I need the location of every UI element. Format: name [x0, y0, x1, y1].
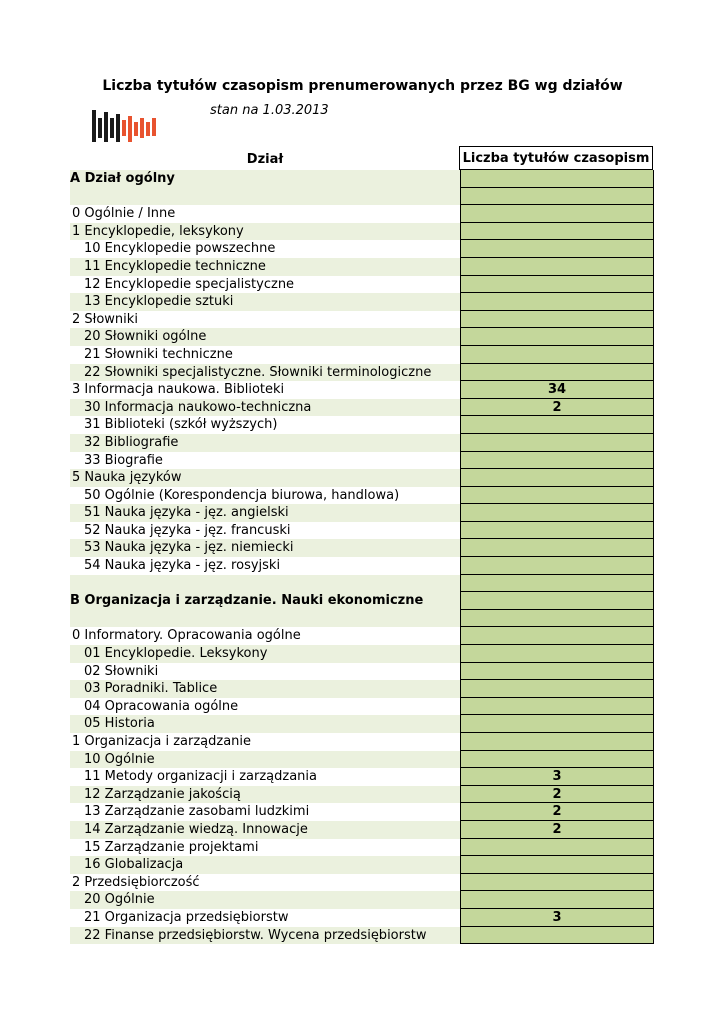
row-count-cell	[460, 927, 654, 945]
table-row	[70, 416, 654, 434]
row-label: 11 Encyklopedie techniczne	[70, 258, 460, 276]
row-label: 0 Ogólnie / Inne	[72, 206, 176, 222]
row-count-cell	[460, 715, 654, 733]
row-count-cell	[460, 557, 654, 575]
row-label: A Dział ogólny	[70, 170, 460, 188]
row-count-cell	[460, 522, 654, 540]
journal-table	[70, 170, 654, 944]
row-count-cell	[460, 874, 654, 892]
table-row	[70, 223, 654, 241]
row-label: 54 Nauka języka - jęz. rosyjski	[84, 558, 281, 574]
row-label: 04 Opracowania ogólne	[84, 698, 239, 714]
row-label: 03 Poradniki. Tablice	[70, 680, 460, 698]
row-label: 1 Organizacja i zarządzanie	[72, 734, 252, 749]
table-row	[70, 170, 654, 188]
table-row	[70, 627, 654, 645]
row-count-cell	[460, 663, 654, 681]
row-count-cell: 2	[460, 399, 654, 417]
row-label: 12 Encyklopedie specjalistyczne	[84, 276, 295, 292]
row-count-cell	[460, 258, 654, 276]
table-row	[70, 258, 654, 276]
row-count-cell	[460, 856, 654, 874]
row-label: 20 Słowniki ogólne	[70, 328, 460, 346]
row-label: 53 Nauka języka - jęz. niemiecki	[70, 539, 460, 557]
row-count-cell	[460, 839, 654, 857]
table-row	[70, 839, 654, 857]
table-row	[70, 205, 654, 223]
table-row	[70, 188, 654, 206]
row-label: 2 Przedsiębiorczość	[72, 874, 200, 890]
table-row	[70, 557, 654, 575]
row-count-cell: 3	[460, 768, 654, 786]
table-row	[70, 751, 654, 769]
row-label: 15 Zarządzanie projektami	[84, 839, 259, 855]
table-row	[70, 575, 654, 593]
table-row	[70, 328, 654, 346]
table-row	[70, 891, 654, 909]
status-date: stan na 1.03.2013	[210, 103, 329, 118]
row-label: 22 Słowniki specjalistyczne. Słowniki terminologiczne	[70, 364, 460, 382]
row-count-cell	[460, 733, 654, 751]
row-count-cell: 34	[460, 381, 654, 399]
row-label: 5 Nauka języków	[70, 469, 460, 487]
row-label: 02 Słowniki	[84, 663, 159, 679]
row-label: 1 Encyklopedie, leksykony	[70, 223, 460, 241]
table-row	[70, 522, 654, 540]
page-title: Liczba tytułów czasopism prenumerowanych przez BG wg działów	[102, 78, 623, 94]
row-label: B Organizacja i zarządzanie. Nauki ekonomiczne	[70, 592, 460, 610]
row-count-cell	[460, 698, 654, 716]
table-row	[70, 293, 654, 311]
row-label	[70, 575, 460, 593]
table-row	[70, 645, 654, 663]
row-count-cell: 2	[460, 821, 654, 839]
row-count-cell	[460, 240, 654, 258]
row-count-cell	[460, 592, 654, 610]
row-label: 10 Encyklopedie powszechne	[84, 241, 276, 257]
table-row	[70, 276, 654, 294]
table-row	[70, 733, 654, 751]
table-row	[70, 539, 654, 557]
row-count-cell	[460, 434, 654, 452]
row-count-cell	[460, 276, 654, 294]
table-row	[70, 821, 654, 839]
row-label: 21 Słowniki techniczne	[84, 346, 233, 362]
row-label: 20 Ogólnie	[70, 891, 460, 909]
table-row	[70, 240, 654, 258]
row-count-cell	[460, 364, 654, 382]
table-row	[70, 909, 654, 927]
row-label: 16 Globalizacja	[70, 856, 460, 874]
table-row	[70, 803, 654, 821]
row-label: 13 Encyklopedie sztuki	[70, 293, 460, 311]
table-row	[70, 311, 654, 329]
row-label	[70, 610, 460, 628]
row-label: 0 Informatory. Opracowania ogólne	[72, 628, 301, 644]
row-label: 50 Ogólnie (Korespondencja biurowa, handlowa)	[84, 487, 400, 503]
row-count-cell	[460, 452, 654, 470]
table-row	[70, 434, 654, 452]
row-count-cell: 2	[460, 803, 654, 821]
row-count-cell	[460, 680, 654, 698]
row-label: 01 Encyklopedie. Leksykony	[70, 645, 460, 663]
table-row	[70, 469, 654, 487]
table-row	[70, 487, 654, 505]
table-row	[70, 610, 654, 628]
table-row	[70, 786, 654, 804]
row-label: 30 Informacja naukowo-techniczna	[70, 399, 460, 417]
row-count-cell	[460, 487, 654, 505]
row-count-cell	[460, 223, 654, 241]
row-label: 13 Zarządzanie zasobami ludzkimi	[84, 804, 310, 820]
library-logo	[90, 108, 160, 144]
column-header-dzial: Dział	[246, 152, 284, 167]
table-row	[70, 768, 654, 786]
row-count-cell	[460, 469, 654, 487]
row-count-cell	[460, 575, 654, 593]
row-count-cell	[460, 539, 654, 557]
table-row	[70, 874, 654, 892]
row-label: 22 Finanse przedsiębiorstw. Wycena przedsiębiorstw	[70, 927, 460, 945]
table-row	[70, 715, 654, 733]
table-row	[70, 346, 654, 364]
row-label: 14 Zarządzanie wiedzą. Innowacje	[70, 821, 460, 839]
row-count-cell: 2	[460, 786, 654, 804]
table-row	[70, 504, 654, 522]
row-label: 51 Nauka języka - jęz. angielski	[70, 504, 460, 522]
table-row	[70, 364, 654, 382]
row-label: 21 Organizacja przedsiębiorstw	[84, 909, 289, 925]
row-count-cell	[460, 891, 654, 909]
row-count-cell	[460, 346, 654, 364]
row-count-cell: 3	[460, 909, 654, 927]
row-label: 31 Biblioteki (szkół wyższych)	[84, 417, 278, 433]
row-count-cell	[460, 416, 654, 434]
row-label: 11 Metody organizacji i zarządzania	[84, 769, 317, 785]
row-label: 33 Biografie	[84, 452, 163, 468]
row-label: 12 Zarządzanie jakością	[70, 786, 460, 804]
column-header-count: Liczba tytułów czasopism	[459, 146, 653, 170]
row-label: 2 Słowniki	[72, 311, 138, 327]
row-label: 3 Informacja naukowa. Biblioteki	[72, 382, 285, 398]
row-label: 52 Nauka języka - jęz. francuski	[84, 522, 291, 538]
row-count-cell	[460, 645, 654, 663]
row-count-cell	[460, 328, 654, 346]
table-row	[70, 381, 654, 399]
row-count-cell	[460, 627, 654, 645]
row-label: 32 Bibliografie	[70, 434, 460, 452]
row-label: 05 Historia	[70, 715, 460, 733]
row-count-cell	[460, 170, 654, 188]
table-row	[70, 698, 654, 716]
row-count-cell	[460, 610, 654, 628]
row-label	[70, 188, 460, 206]
row-count-cell	[460, 504, 654, 522]
table-row	[70, 452, 654, 470]
row-label: 10 Ogólnie	[70, 751, 460, 769]
row-count-cell	[460, 751, 654, 769]
row-count-cell	[460, 311, 654, 329]
table-row	[70, 856, 654, 874]
table-row	[70, 663, 654, 681]
row-count-cell	[460, 205, 654, 223]
table-row	[70, 399, 654, 417]
table-row	[70, 927, 654, 945]
table-row	[70, 592, 654, 610]
row-count-cell	[460, 293, 654, 311]
row-count-cell	[460, 188, 654, 206]
table-row	[70, 680, 654, 698]
